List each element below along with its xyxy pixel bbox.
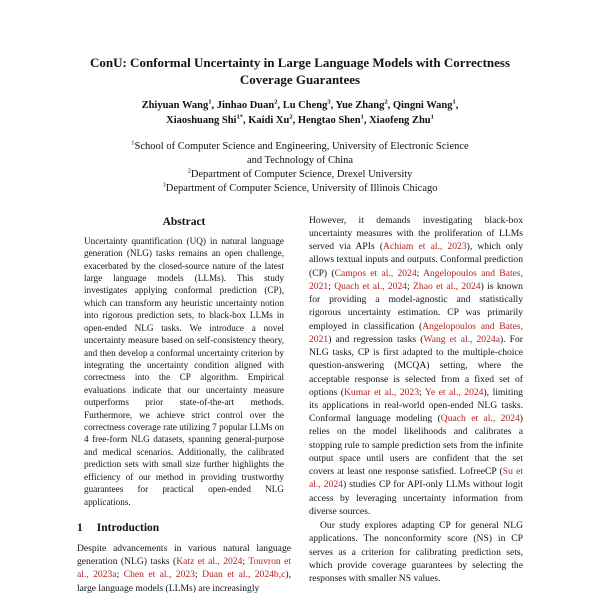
- paragraph-intro-1: [77, 542, 291, 595]
- affiliation-2: [126, 168, 474, 182]
- text-run: ;: [195, 569, 203, 581]
- citation-link[interactable]: Achiam et al., 2023: [383, 241, 467, 253]
- section-number: 1: [77, 522, 83, 534]
- paper-title-line-1: ConU: Conformal Uncertainty in Large Language Models with Correctness: [89, 55, 511, 70]
- text-run: ;: [116, 569, 124, 581]
- affiliation-3: [126, 182, 474, 196]
- column-left: [77, 214, 291, 595]
- citation-link[interactable]: Angelopoulos and Bates, 2021: [309, 320, 523, 345]
- text-run: ;: [407, 280, 414, 292]
- superscript: 1: [360, 113, 364, 121]
- citation-link[interactable]: Su et al., 2024: [309, 466, 523, 491]
- text-run: Our study explores adapting CP for general NLG applications. The nonconformity score (NS) in CP serves as a criterion for calibrating prediction sets, which provide coverage guarantees by selecting the responses with smaller NS values.: [309, 520, 523, 585]
- section-heading-introduction: [77, 522, 291, 534]
- affiliation-list: [126, 140, 474, 195]
- superscript: 1: [452, 98, 456, 106]
- column-right: [309, 214, 523, 586]
- author-line-2: [77, 114, 523, 128]
- text-run: ), which only allows textual inputs and outputs. Conformal prediction (CP) (: [309, 241, 523, 279]
- superscript: 2: [289, 113, 293, 121]
- citation-link[interactable]: Touvron et al., 2023a: [77, 556, 292, 581]
- paper-title: [77, 54, 523, 88]
- paper-title-line-2: Coverage Guarantees: [239, 72, 361, 88]
- citation-link[interactable]: Zhao et al., 2024: [413, 280, 481, 292]
- text-run: ) is known for providing a model-agnostic and statistically rigorous uncertainty estimation. CP was primarily employed in classification (: [309, 280, 523, 332]
- citation-link[interactable]: Chen et al., 2023: [123, 569, 195, 581]
- citation-link[interactable]: Wang et al., 2024a: [423, 333, 500, 345]
- citation-link[interactable]: Quach et al., 2024: [334, 280, 408, 292]
- text-run: , Lu Cheng: [277, 100, 328, 112]
- superscript: 1*: [236, 113, 243, 121]
- superscript: 2: [274, 98, 278, 106]
- abstract-heading: Abstract: [162, 215, 206, 228]
- superscript: 3: [162, 181, 166, 189]
- citation-link[interactable]: Ye et al., 2024: [424, 386, 484, 398]
- text-run: Xiaoshuang Shi: [166, 114, 237, 126]
- abstract-text: [77, 235, 291, 508]
- citation-link[interactable]: Katz et al., 2024: [176, 556, 243, 568]
- paper-header: [77, 54, 523, 196]
- text-run: ), large language models (LLMs) are increasingly: [77, 569, 291, 594]
- citation-link[interactable]: Campos et al., 2024: [334, 267, 417, 279]
- author-line-1: [77, 99, 523, 113]
- superscript: 3: [327, 98, 331, 106]
- text-run: Uncertainty quantification (UQ) in natural language generation (NLG) tasks remains an open challenge, exacerbated by the closed-source nature of the latest large language models (LLMs). This study investigates applying conformal prediction (CP), which can transform any heuristic uncertainty notion into rigorous prediction sets, to black-box LLMs in open-ended NLG tasks. We introduce a novel uncertainty measure based on self-consistency theory, and then develop a conformal uncertainty criterion by integrating the uncertainty condition aligned with correctness into the CP algorithm. Empirical evaluations indicate that our uncertainty measure outperforms prior state-of-the-art methods. Furthermore, we achieve strict control over the correctness coverage rate utilizing 7 popular LLMs on 4 free-form NLG datasets, spanning general-purpose and medical scenarios. Additionally, the calibrated prediction sets with small size further highlights the efficiency of our method in providing trustworthy guarantees for practical open-ended NLG applications.: [84, 235, 284, 507]
- superscript: 2: [187, 167, 191, 175]
- superscript: 1: [430, 113, 434, 121]
- text-run: ) relies on the model likelihoods and calibrates a stopping rule to sample prediction sets from the infinite output space until users are confident that the set covers at least one response satisfied. LofreeCP (: [309, 413, 523, 478]
- text-run: , Xiaofeng Zhu: [363, 114, 431, 126]
- text-run: ), limiting its applications in real-world open-ended NLG tasks. Conformal language modeling (: [309, 386, 523, 425]
- text-run: Department of Computer Science, Drexel University: [190, 169, 413, 180]
- text-run: ). For NLG tasks, CP is first adapted to the multiple-choice question-answering (MCQA) setting, where the acceptable response is selected from a fixed set of options (: [309, 333, 523, 398]
- citation-link[interactable]: Angelopoulos and Bates, 2021: [309, 267, 523, 292]
- text-run: Department of Computer Science, University of Illinois Chicago: [165, 182, 438, 194]
- text-run: , Kaidi Xu: [242, 114, 290, 126]
- text-run: ) and regression tasks (: [328, 333, 424, 345]
- text-run: Despite advancements in various natural language generation (NLG) tasks (: [77, 543, 291, 568]
- paragraph-intro-2: [309, 214, 523, 518]
- text-run: , Yue Zhang: [330, 100, 385, 112]
- superscript: 2: [384, 98, 388, 106]
- affiliation-1: [126, 140, 474, 168]
- superscript: 1: [208, 98, 212, 106]
- author-list: [77, 99, 523, 128]
- text-run: , Qingni Wang: [387, 100, 453, 112]
- citation-link[interactable]: Quach et al., 2024: [440, 413, 520, 425]
- text-run: ) studies CP for API-only LLMs without logit access by leveraging uncertainty information from diverse sources.: [309, 479, 523, 517]
- text-run: However, it demands investigating black-box uncertainty measures with the proliferation of LLMs served via APIs (: [309, 214, 523, 253]
- paragraph-intro-3: [309, 519, 523, 585]
- text-run: , Hengtao Shen: [292, 114, 361, 126]
- text-run: School of Computer Science and Engineering, University of Electronic Science and Technology of China: [134, 141, 469, 167]
- text-run: ;: [328, 280, 335, 292]
- citation-link[interactable]: Duan et al., 2024b,c: [202, 569, 286, 581]
- superscript: 1: [131, 139, 135, 147]
- text-run: ;: [419, 386, 425, 398]
- section-title: Introduction: [96, 522, 160, 534]
- two-column-body: [77, 214, 523, 595]
- text-run: ;: [416, 267, 424, 279]
- text-run: , Jinhao Duan: [211, 100, 275, 112]
- text-run: ;: [242, 556, 249, 568]
- text-run: ,: [455, 100, 459, 112]
- citation-link[interactable]: Kumar et al., 2023: [343, 386, 420, 398]
- text-run: Zhiyuan Wang: [141, 100, 209, 112]
